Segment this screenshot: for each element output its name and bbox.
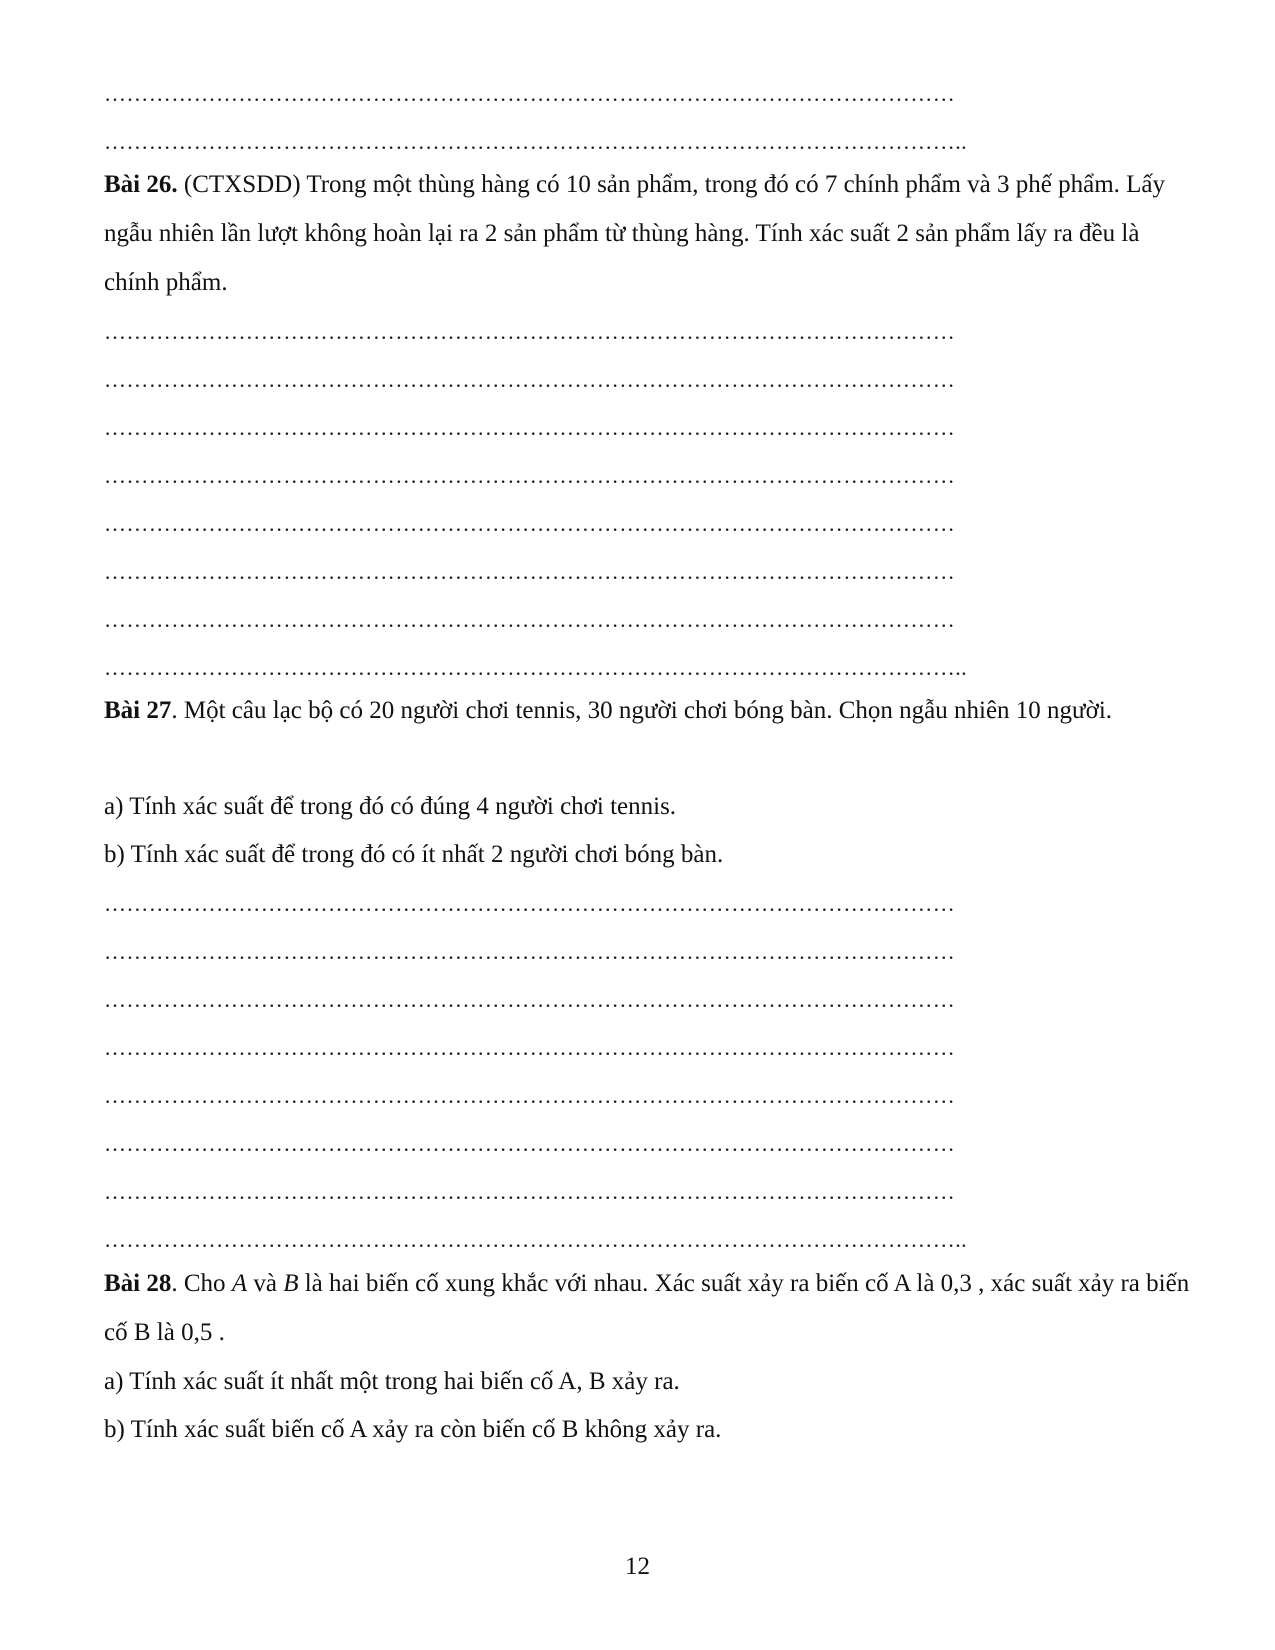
exercise-28-label: Bài 28 [104,1270,172,1297]
answer-line: …………………………………………………………………………………………………… [104,1131,956,1156]
answer-line: …………………………………………………………………………………………………… [104,939,956,964]
answer-line: …………………………………………………………………………………………………… [104,1083,956,1108]
variable-b: B [283,1270,299,1297]
answer-line: …………………………………………………………………………………………………… [104,463,956,488]
answer-line: …………………………………………………………………………………………………….. [104,1227,967,1252]
answer-line: …………………………………………………………………………………………………… [104,319,956,344]
answer-line: …………………………………………………………………………………………………….. [104,655,967,680]
exercise-26-text: (CTXSDD) Trong một thùng hàng có 10 sản phẩm, trong đó có 7 chính phẩm và 3 phế phẩm. Lấy ngẫu nhiên lần lượt không hoàn lại ra 2 sản phẩm từ thùng hàng. Tính xác suất 2 sản phẩm lấy ra đều là chính phẩm. [104,171,1166,296]
answer-line: …………………………………………………………………………………………………… [104,559,956,584]
answer-line: …………………………………………………………………………………………………… [104,891,956,916]
exercise-28-text: là hai biến cố xung khắc với nhau. Xác suất xảy ra biến cố A là 0,3 , xác suất xảy ra biến cố B là 0,5 . [104,1270,1190,1346]
answer-line: …………………………………………………………………………………………………… [104,607,956,632]
answer-line: …………………………………………………………………………………………………… [104,415,956,440]
exercise-28-part-b: b) Tính xác suất biến cố A xảy ra còn biến cố B không xảy ra. [104,1416,722,1443]
exercise-27 [104,686,1194,735]
exercise-28-text: và [247,1270,284,1297]
exercise-26-label: Bài 26. [104,171,178,198]
exercise-28 [104,1259,1194,1357]
answer-line: …………………………………………………………………………………………………… [104,81,956,106]
answer-line: …………………………………………………………………………………………………….. [104,129,967,154]
exercise-27-part-a: a) Tính xác suất để trong đó có đúng 4 người chơi tennis. [104,793,677,820]
answer-line: …………………………………………………………………………………………………… [104,511,956,536]
variable-a: A [231,1270,248,1297]
exercise-28-text: . Cho [171,1270,232,1297]
exercise-26 [104,160,1194,307]
exercise-27-label: Bài 27 [104,697,172,724]
answer-line: …………………………………………………………………………………………………… [104,1035,956,1060]
exercise-28-part-a: a) Tính xác suất ít nhất một trong hai biến cố A, B xảy ra. [104,1368,680,1395]
page-number: 12 [625,1553,650,1580]
exercise-27-text: . Một câu lạc bộ có 20 người chơi tennis, 30 người chơi bóng bàn. Chọn ngẫu nhiên 10 người. [171,697,1113,724]
answer-line: …………………………………………………………………………………………………… [104,1179,956,1204]
answer-line: …………………………………………………………………………………………………… [104,987,956,1012]
answer-line: …………………………………………………………………………………………………… [104,367,956,392]
exercise-27-part-b: b) Tính xác suất để trong đó có ít nhất 2 người chơi bóng bàn. [104,841,724,868]
